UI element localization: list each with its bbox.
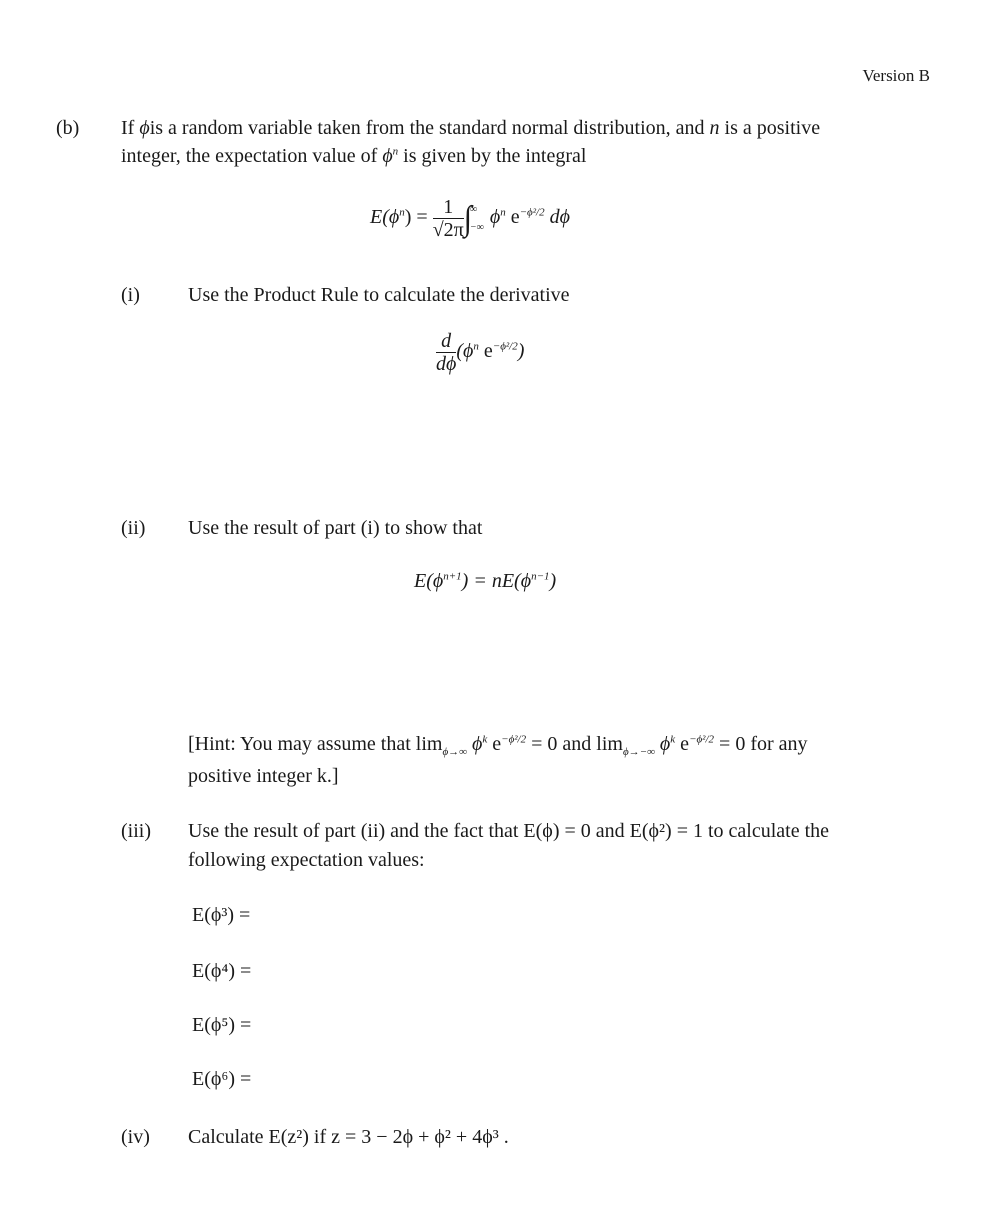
hint-k-sup: k bbox=[482, 733, 488, 746]
part-i-label: (i) bbox=[121, 284, 140, 306]
hint-text: = 0 for any bbox=[714, 733, 808, 755]
derivative-body: (ϕ bbox=[456, 340, 474, 363]
formula-lhs-sup: n bbox=[399, 206, 405, 219]
differential: dϕ bbox=[544, 206, 570, 229]
recurrence-rhs-sup: n−1 bbox=[531, 570, 550, 583]
formula-equals: ) = bbox=[404, 206, 428, 229]
fraction-numerator: 1 bbox=[433, 196, 464, 219]
phi-symbol: ϕ bbox=[382, 145, 393, 167]
part-iii-text-line1: Use the result of part (ii) and the fact that E(ϕ) = 0 and E(ϕ²) = 1 to calculate the bbox=[188, 820, 830, 842]
derivative-operator bbox=[436, 330, 456, 375]
expectation-integral-formula bbox=[370, 196, 570, 241]
part-iii-text-line2: following expectation values: bbox=[188, 849, 425, 871]
hint-line1 bbox=[188, 733, 808, 756]
n-superscript: n bbox=[392, 145, 399, 158]
recurrence-close: ) bbox=[549, 570, 557, 592]
hint-phi: ϕ bbox=[467, 733, 483, 755]
hint-k-sup: k bbox=[670, 733, 676, 746]
exp-base: e bbox=[675, 733, 690, 755]
exp-sup: −ϕ²/2 bbox=[501, 733, 527, 746]
part-b-intro-line1 bbox=[121, 117, 820, 140]
n-symbol: n bbox=[709, 117, 720, 139]
recurrence-mid: ) = nE(ϕ bbox=[461, 570, 532, 592]
intro-text: integer, the expectation value of bbox=[121, 145, 383, 167]
integral-sign: ∫ bbox=[463, 198, 472, 237]
lower-limit: −∞ bbox=[469, 221, 484, 233]
part-ii-label: (ii) bbox=[121, 517, 146, 539]
expectation-item-phi4: E(ϕ⁴) = bbox=[192, 960, 252, 982]
exp-base: e bbox=[505, 206, 520, 229]
hint-text: = 0 and lim bbox=[526, 733, 623, 755]
derivative-close: ) bbox=[517, 340, 525, 363]
exp-sup: −ϕ²/2 bbox=[689, 733, 715, 746]
intro-text: If bbox=[121, 117, 140, 139]
derivative-numerator: d bbox=[436, 330, 456, 353]
exp-base: e bbox=[487, 733, 502, 755]
integrand-phi: ϕ bbox=[489, 206, 501, 229]
fraction-denominator: √2π bbox=[432, 219, 464, 241]
part-i-text: Use the Product Rule to calculate the derivative bbox=[188, 284, 570, 306]
integrand-sup: n bbox=[500, 206, 506, 219]
part-iv-text: Calculate E(z²) if z = 3 − 2ϕ + ϕ² + 4ϕ³ . bbox=[188, 1126, 509, 1148]
expectation-item-phi3: E(ϕ³) = bbox=[192, 904, 251, 926]
recurrence-lhs: E(ϕ bbox=[414, 570, 444, 592]
derivative-denominator: dϕ bbox=[436, 353, 457, 375]
part-b-label: (b) bbox=[56, 117, 80, 139]
expectation-item-phi5: E(ϕ⁵) = bbox=[192, 1014, 252, 1036]
part-iv-label: (iv) bbox=[121, 1126, 150, 1148]
upper-limit: ∞ bbox=[469, 203, 478, 215]
intro-text: is a positive bbox=[719, 117, 821, 139]
exp-sup: −ϕ²/2 bbox=[519, 206, 545, 219]
recurrence-lhs-sup: n+1 bbox=[443, 570, 462, 583]
hint-text: [Hint: You may assume that lim bbox=[188, 733, 443, 755]
intro-text: is given by the integral bbox=[398, 145, 587, 167]
exp-sup: −ϕ²/2 bbox=[492, 340, 518, 353]
part-ii-text: Use the result of part (i) to show that bbox=[188, 517, 483, 539]
hint-phi: ϕ bbox=[654, 733, 671, 755]
hint-line2: positive integer k.] bbox=[188, 765, 339, 787]
part-b-intro-line2 bbox=[121, 145, 586, 168]
derivative-formula bbox=[436, 330, 524, 375]
version-label: Version B bbox=[862, 66, 930, 85]
normalization-fraction bbox=[433, 196, 464, 241]
intro-text: is a random variable taken from the standard normal distribution, and bbox=[149, 117, 710, 139]
exp-base: e bbox=[478, 340, 493, 363]
limit-subscript: ϕ→∞ bbox=[442, 746, 467, 758]
part-iii-label: (iii) bbox=[121, 820, 151, 842]
formula-lhs: E(ϕ bbox=[370, 206, 400, 229]
derivative-sup: n bbox=[473, 340, 479, 353]
recurrence-formula bbox=[414, 570, 556, 593]
phi-symbol: ϕ bbox=[139, 117, 150, 139]
integral-limits bbox=[470, 201, 484, 237]
limit-subscript: ϕ→−∞ bbox=[622, 746, 655, 758]
expectation-item-phi6: E(ϕ⁶) = bbox=[192, 1068, 252, 1090]
